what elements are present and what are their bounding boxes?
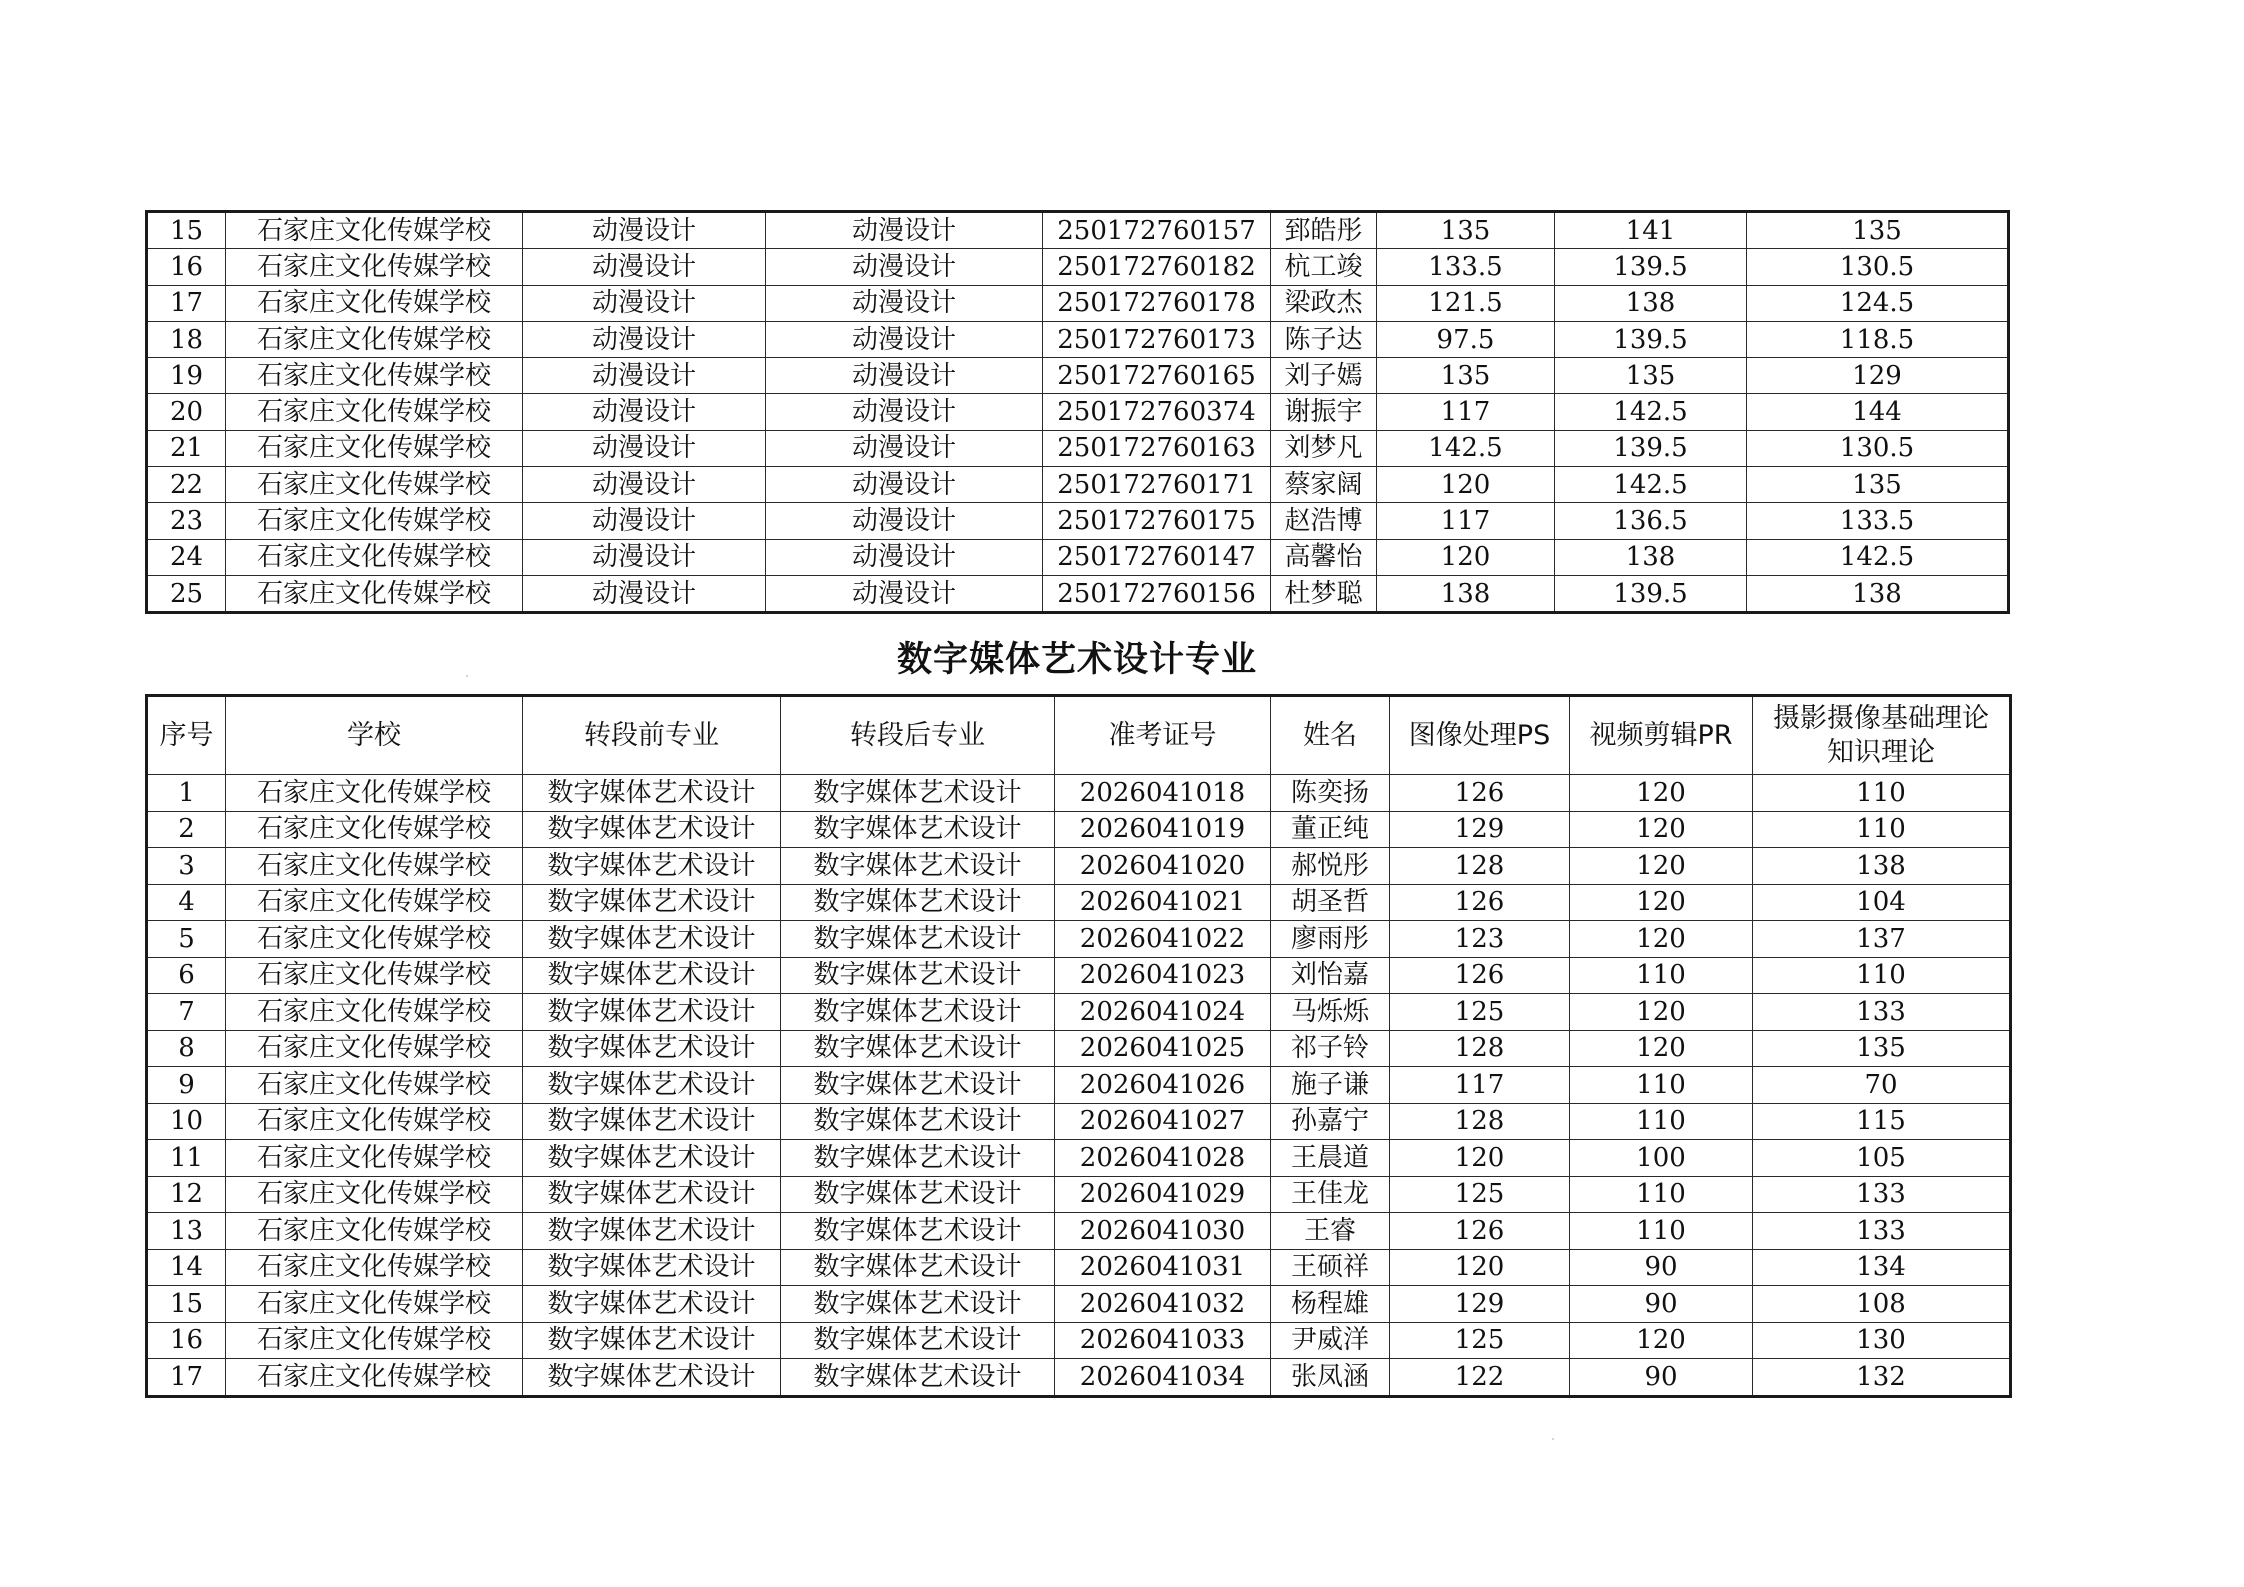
cell-exam-id: 250172760374 — [1043, 394, 1271, 430]
cell-name: 尹威洋 — [1271, 1322, 1390, 1359]
cell-score-1: 120 — [1390, 1140, 1570, 1177]
cell-score-2: 120 — [1570, 811, 1753, 848]
cell-major-before: 动漫设计 — [523, 212, 766, 249]
cell-score-2: 120 — [1570, 884, 1753, 921]
cell-name: 郅皓彤 — [1271, 212, 1377, 249]
cell-exam-id: 2026041022 — [1055, 921, 1271, 958]
table-row — [147, 811, 2011, 848]
cell-school: 石家庄文化传媒学校 — [226, 1030, 523, 1067]
cell-major-after: 动漫设计 — [766, 503, 1043, 539]
cell-score-2: 142.5 — [1555, 394, 1747, 430]
cell-name: 廖雨彤 — [1271, 921, 1390, 958]
cell-major-after: 数字媒体艺术设计 — [781, 957, 1055, 994]
table-row — [147, 1286, 2011, 1323]
cell-no: 16 — [147, 1322, 226, 1359]
cell-school: 石家庄文化传媒学校 — [226, 212, 523, 249]
cell-score-3: 130 — [1753, 1322, 2011, 1359]
cell-name: 祁子铃 — [1271, 1030, 1390, 1067]
cell-score-1: 135 — [1377, 212, 1555, 249]
cell-no: 7 — [147, 994, 226, 1031]
cell-school: 石家庄文化传媒学校 — [226, 321, 523, 357]
cell-school: 石家庄文化传媒学校 — [226, 884, 523, 921]
cell-major-before: 数字媒体艺术设计 — [523, 921, 781, 958]
cell-major-before: 数字媒体艺术设计 — [523, 957, 781, 994]
cell-score-2: 90 — [1570, 1286, 1753, 1323]
cell-score-3: 135 — [1747, 467, 2009, 503]
cell-major-after: 数字媒体艺术设计 — [781, 921, 1055, 958]
cell-major-before: 数字媒体艺术设计 — [523, 1176, 781, 1213]
cell-major-before: 动漫设计 — [523, 467, 766, 503]
cell-score-2: 120 — [1570, 848, 1753, 885]
animation-design-score-table — [145, 210, 2010, 614]
table-row — [147, 1103, 2011, 1140]
cell-major-after: 动漫设计 — [766, 430, 1043, 466]
cell-major-after: 数字媒体艺术设计 — [781, 1030, 1055, 1067]
cell-name: 杜梦聪 — [1271, 575, 1377, 612]
cell-score-1: 121.5 — [1377, 285, 1555, 321]
cell-score-3: 118.5 — [1747, 321, 2009, 357]
table-row — [147, 539, 2009, 575]
cell-score-3: 142.5 — [1747, 539, 2009, 575]
cell-name: 刘梦凡 — [1271, 430, 1377, 466]
cell-exam-id: 2026041019 — [1055, 811, 1271, 848]
cell-exam-id: 250172760173 — [1043, 321, 1271, 357]
cell-score-1: 117 — [1390, 1067, 1570, 1104]
cell-major-before: 数字媒体艺术设计 — [523, 775, 781, 812]
cell-school: 石家庄文化传媒学校 — [226, 1103, 523, 1140]
table-row — [147, 1030, 2011, 1067]
cell-major-before: 数字媒体艺术设计 — [523, 1030, 781, 1067]
cell-score-2: 142.5 — [1555, 467, 1747, 503]
cell-score-3: 70 — [1753, 1067, 2011, 1104]
cell-no: 24 — [147, 539, 226, 575]
cell-name: 陈奕扬 — [1271, 775, 1390, 812]
cell-name: 王硕祥 — [1271, 1249, 1390, 1286]
cell-name: 施子谦 — [1271, 1067, 1390, 1104]
cell-name: 梁政杰 — [1271, 285, 1377, 321]
cell-score-2: 136.5 — [1555, 503, 1747, 539]
cell-no: 13 — [147, 1213, 226, 1250]
cell-exam-id: 2026041023 — [1055, 957, 1271, 994]
cell-name: 王佳龙 — [1271, 1176, 1390, 1213]
cell-score-1: 125 — [1390, 1176, 1570, 1213]
cell-major-before: 数字媒体艺术设计 — [523, 811, 781, 848]
scan-speck — [1552, 1438, 1554, 1440]
digital-media-score-table — [145, 694, 2012, 1398]
cell-school: 石家庄文化传媒学校 — [226, 539, 523, 575]
cell-exam-id: 2026041020 — [1055, 848, 1271, 885]
cell-no: 4 — [147, 884, 226, 921]
header-major-before: 转段前专业 — [523, 696, 781, 775]
table-row — [147, 921, 2011, 958]
cell-major-before: 数字媒体艺术设计 — [523, 1213, 781, 1250]
cell-exam-id: 250172760157 — [1043, 212, 1271, 249]
cell-major-before: 数字媒体艺术设计 — [523, 884, 781, 921]
cell-name: 董正纯 — [1271, 811, 1390, 848]
cell-no: 15 — [147, 1286, 226, 1323]
cell-no: 25 — [147, 575, 226, 612]
cell-score-1: 125 — [1390, 994, 1570, 1031]
cell-school: 石家庄文化传媒学校 — [226, 1249, 523, 1286]
cell-school: 石家庄文化传媒学校 — [226, 430, 523, 466]
cell-major-after: 数字媒体艺术设计 — [781, 1213, 1055, 1250]
cell-score-3: 115 — [1753, 1103, 2011, 1140]
cell-exam-id: 2026041021 — [1055, 884, 1271, 921]
cell-score-1: 97.5 — [1377, 321, 1555, 357]
cell-school: 石家庄文化传媒学校 — [226, 1067, 523, 1104]
cell-exam-id: 2026041025 — [1055, 1030, 1271, 1067]
cell-major-after: 动漫设计 — [766, 575, 1043, 612]
cell-school: 石家庄文化传媒学校 — [226, 467, 523, 503]
cell-score-3: 135 — [1747, 212, 2009, 249]
cell-score-2: 120 — [1570, 775, 1753, 812]
cell-school: 石家庄文化传媒学校 — [226, 394, 523, 430]
cell-major-before: 动漫设计 — [523, 358, 766, 394]
cell-exam-id: 2026041030 — [1055, 1213, 1271, 1250]
cell-school: 石家庄文化传媒学校 — [226, 1286, 523, 1323]
cell-name: 郝悦彤 — [1271, 848, 1390, 885]
cell-score-1: 133.5 — [1377, 249, 1555, 285]
cell-score-3: 108 — [1753, 1286, 2011, 1323]
cell-no: 19 — [147, 358, 226, 394]
cell-score-3: 110 — [1753, 811, 2011, 848]
cell-major-before: 动漫设计 — [523, 285, 766, 321]
table-row — [147, 1067, 2011, 1104]
cell-score-2: 141 — [1555, 212, 1747, 249]
cell-score-2: 138 — [1555, 285, 1747, 321]
cell-no: 10 — [147, 1103, 226, 1140]
header-no: 序号 — [147, 696, 226, 775]
cell-score-3: 133 — [1753, 1213, 2011, 1250]
cell-major-before: 数字媒体艺术设计 — [523, 1140, 781, 1177]
cell-major-after: 数字媒体艺术设计 — [781, 994, 1055, 1031]
table-row — [147, 1249, 2011, 1286]
cell-major-before: 数字媒体艺术设计 — [523, 848, 781, 885]
cell-score-3: 132 — [1753, 1359, 2011, 1397]
cell-score-2: 138 — [1555, 539, 1747, 575]
table-row — [147, 1359, 2011, 1397]
table-row — [147, 285, 2009, 321]
table-row — [147, 575, 2009, 612]
cell-score-1: 125 — [1390, 1322, 1570, 1359]
cell-major-before: 数字媒体艺术设计 — [523, 1359, 781, 1397]
section-title: 数字媒体艺术设计专业 — [896, 640, 1257, 680]
cell-score-2: 139.5 — [1555, 321, 1747, 357]
cell-score-3: 124.5 — [1747, 285, 2009, 321]
cell-score-3: 130.5 — [1747, 430, 2009, 466]
table-row — [147, 848, 2011, 885]
cell-school: 石家庄文化传媒学校 — [226, 1322, 523, 1359]
cell-exam-id: 2026041032 — [1055, 1286, 1271, 1323]
table-body — [147, 775, 2011, 1397]
cell-major-after: 动漫设计 — [766, 212, 1043, 249]
cell-score-1: 126 — [1390, 884, 1570, 921]
cell-score-2: 120 — [1570, 994, 1753, 1031]
cell-school: 石家庄文化传媒学校 — [226, 575, 523, 612]
cell-major-before: 动漫设计 — [523, 539, 766, 575]
cell-exam-id: 2026041026 — [1055, 1067, 1271, 1104]
cell-no: 9 — [147, 1067, 226, 1104]
cell-score-1: 128 — [1390, 848, 1570, 885]
cell-exam-id: 2026041028 — [1055, 1140, 1271, 1177]
cell-score-2: 100 — [1570, 1140, 1753, 1177]
table-row — [147, 884, 2011, 921]
cell-school: 石家庄文化传媒学校 — [226, 285, 523, 321]
cell-no: 1 — [147, 775, 226, 812]
cell-score-2: 90 — [1570, 1359, 1753, 1397]
cell-school: 石家庄文化传媒学校 — [226, 1140, 523, 1177]
cell-score-3: 134 — [1753, 1249, 2011, 1286]
cell-score-1: 122 — [1390, 1359, 1570, 1397]
cell-exam-id: 2026041031 — [1055, 1249, 1271, 1286]
cell-school: 石家庄文化传媒学校 — [226, 1359, 523, 1397]
cell-major-after: 动漫设计 — [766, 321, 1043, 357]
cell-no: 6 — [147, 957, 226, 994]
cell-exam-id: 250172760182 — [1043, 249, 1271, 285]
cell-major-before: 动漫设计 — [523, 249, 766, 285]
scan-speck — [466, 675, 468, 677]
cell-school: 石家庄文化传媒学校 — [226, 848, 523, 885]
cell-score-3: 135 — [1753, 1030, 2011, 1067]
cell-exam-id: 250172760163 — [1043, 430, 1271, 466]
table-row — [147, 321, 2009, 357]
cell-exam-id: 250172760175 — [1043, 503, 1271, 539]
cell-score-1: 117 — [1377, 394, 1555, 430]
cell-major-after: 数字媒体艺术设计 — [781, 884, 1055, 921]
table-row — [147, 503, 2009, 539]
cell-exam-id: 2026041029 — [1055, 1176, 1271, 1213]
cell-score-3: 138 — [1747, 575, 2009, 612]
cell-name: 张凤涵 — [1271, 1359, 1390, 1397]
header-score-ps: 图像处理PS — [1390, 696, 1570, 775]
table-row — [147, 1176, 2011, 1213]
cell-score-1: 129 — [1390, 811, 1570, 848]
cell-no: 17 — [147, 1359, 226, 1397]
cell-name: 胡圣哲 — [1271, 884, 1390, 921]
table-row — [147, 775, 2011, 812]
cell-exam-id: 250172760178 — [1043, 285, 1271, 321]
cell-score-3: 133.5 — [1747, 503, 2009, 539]
cell-score-2: 139.5 — [1555, 430, 1747, 466]
table-row — [147, 212, 2009, 249]
cell-score-3: 129 — [1747, 358, 2009, 394]
table-row — [147, 1322, 2011, 1359]
cell-score-3: 133 — [1753, 994, 2011, 1031]
cell-name: 王睿 — [1271, 1213, 1390, 1250]
cell-score-3: 133 — [1753, 1176, 2011, 1213]
header-major-after: 转段后专业 — [781, 696, 1055, 775]
cell-major-after: 数字媒体艺术设计 — [781, 1103, 1055, 1140]
cell-score-2: 120 — [1570, 1030, 1753, 1067]
header-school: 学校 — [226, 696, 523, 775]
cell-name: 赵浩博 — [1271, 503, 1377, 539]
cell-score-2: 90 — [1570, 1249, 1753, 1286]
header-score-theory-line1: 摄影摄像基础理论 — [1773, 702, 1989, 734]
cell-no: 11 — [147, 1140, 226, 1177]
cell-school: 石家庄文化传媒学校 — [226, 1176, 523, 1213]
cell-no: 5 — [147, 921, 226, 958]
cell-major-after: 动漫设计 — [766, 467, 1043, 503]
header-score-pr: 视频剪辑PR — [1570, 696, 1753, 775]
cell-major-before: 数字媒体艺术设计 — [523, 1249, 781, 1286]
cell-no: 21 — [147, 430, 226, 466]
cell-school: 石家庄文化传媒学校 — [226, 921, 523, 958]
cell-school: 石家庄文化传媒学校 — [226, 503, 523, 539]
cell-major-after: 动漫设计 — [766, 539, 1043, 575]
cell-school: 石家庄文化传媒学校 — [226, 775, 523, 812]
cell-score-2: 110 — [1570, 1067, 1753, 1104]
cell-score-1: 120 — [1377, 539, 1555, 575]
cell-score-2: 110 — [1570, 1103, 1753, 1140]
cell-major-after: 数字媒体艺术设计 — [781, 1286, 1055, 1323]
cell-score-1: 142.5 — [1377, 430, 1555, 466]
cell-no: 14 — [147, 1249, 226, 1286]
table-body — [147, 212, 2009, 613]
cell-major-before: 动漫设计 — [523, 575, 766, 612]
cell-no: 20 — [147, 394, 226, 430]
table-row — [147, 957, 2011, 994]
cell-school: 石家庄文化传媒学校 — [226, 811, 523, 848]
table-row — [147, 249, 2009, 285]
cell-exam-id: 250172760147 — [1043, 539, 1271, 575]
cell-score-2: 120 — [1570, 921, 1753, 958]
cell-exam-id: 2026041018 — [1055, 775, 1271, 812]
cell-name: 高馨怡 — [1271, 539, 1377, 575]
cell-score-2: 120 — [1570, 1322, 1753, 1359]
cell-name: 王晨道 — [1271, 1140, 1390, 1177]
cell-score-1: 126 — [1390, 957, 1570, 994]
header-row — [147, 696, 2011, 775]
cell-major-after: 数字媒体艺术设计 — [781, 775, 1055, 812]
cell-no: 3 — [147, 848, 226, 885]
table-row — [147, 467, 2009, 503]
cell-major-after: 动漫设计 — [766, 285, 1043, 321]
cell-exam-id: 2026041033 — [1055, 1322, 1271, 1359]
cell-school: 石家庄文化传媒学校 — [226, 1213, 523, 1250]
cell-major-after: 数字媒体艺术设计 — [781, 1067, 1055, 1104]
cell-no: 15 — [147, 212, 226, 249]
cell-score-1: 129 — [1390, 1286, 1570, 1323]
cell-no: 8 — [147, 1030, 226, 1067]
cell-name: 马烁烁 — [1271, 994, 1390, 1031]
cell-major-after: 动漫设计 — [766, 358, 1043, 394]
table-row — [147, 394, 2009, 430]
cell-major-before: 数字媒体艺术设计 — [523, 1286, 781, 1323]
cell-name: 杨程雄 — [1271, 1286, 1390, 1323]
cell-major-after: 数字媒体艺术设计 — [781, 848, 1055, 885]
cell-major-after: 数字媒体艺术设计 — [781, 1140, 1055, 1177]
cell-score-1: 128 — [1390, 1103, 1570, 1140]
cell-major-after: 动漫设计 — [766, 394, 1043, 430]
cell-score-3: 144 — [1747, 394, 2009, 430]
cell-score-3: 110 — [1753, 775, 2011, 812]
cell-major-before: 数字媒体艺术设计 — [523, 1067, 781, 1104]
cell-name: 杭工竣 — [1271, 249, 1377, 285]
cell-major-after: 动漫设计 — [766, 249, 1043, 285]
cell-score-3: 137 — [1753, 921, 2011, 958]
cell-name: 蔡家阔 — [1271, 467, 1377, 503]
cell-score-1: 126 — [1390, 1213, 1570, 1250]
cell-major-after: 数字媒体艺术设计 — [781, 1249, 1055, 1286]
cell-exam-id: 2026041024 — [1055, 994, 1271, 1031]
cell-major-before: 数字媒体艺术设计 — [523, 1322, 781, 1359]
cell-no: 2 — [147, 811, 226, 848]
cell-no: 23 — [147, 503, 226, 539]
cell-school: 石家庄文化传媒学校 — [226, 994, 523, 1031]
header-score-theory-line2: 知识理论 — [1827, 736, 1935, 768]
cell-school: 石家庄文化传媒学校 — [226, 957, 523, 994]
cell-exam-id: 250172760156 — [1043, 575, 1271, 612]
cell-score-1: 126 — [1390, 775, 1570, 812]
cell-major-before: 动漫设计 — [523, 394, 766, 430]
cell-school: 石家庄文化传媒学校 — [226, 249, 523, 285]
cell-score-2: 110 — [1570, 957, 1753, 994]
cell-score-2: 110 — [1570, 1213, 1753, 1250]
cell-school: 石家庄文化传媒学校 — [226, 358, 523, 394]
cell-score-3: 110 — [1753, 957, 2011, 994]
cell-no: 16 — [147, 249, 226, 285]
cell-no: 17 — [147, 285, 226, 321]
cell-score-1: 117 — [1377, 503, 1555, 539]
cell-major-after: 数字媒体艺术设计 — [781, 811, 1055, 848]
cell-score-2: 139.5 — [1555, 249, 1747, 285]
cell-score-1: 135 — [1377, 358, 1555, 394]
cell-major-before: 动漫设计 — [523, 503, 766, 539]
cell-exam-id: 250172760165 — [1043, 358, 1271, 394]
cell-score-3: 105 — [1753, 1140, 2011, 1177]
cell-major-after: 数字媒体艺术设计 — [781, 1359, 1055, 1397]
table-row — [147, 994, 2011, 1031]
table-row — [147, 358, 2009, 394]
cell-name: 谢振宇 — [1271, 394, 1377, 430]
cell-score-2: 139.5 — [1555, 575, 1747, 612]
table-row — [147, 1213, 2011, 1250]
cell-major-before: 数字媒体艺术设计 — [523, 1103, 781, 1140]
cell-major-before: 动漫设计 — [523, 321, 766, 357]
cell-score-3: 130.5 — [1747, 249, 2009, 285]
cell-score-1: 123 — [1390, 921, 1570, 958]
cell-score-1: 128 — [1390, 1030, 1570, 1067]
cell-name: 陈子达 — [1271, 321, 1377, 357]
table-row — [147, 1140, 2011, 1177]
header-score-theory — [1753, 696, 2011, 775]
cell-exam-id: 2026041034 — [1055, 1359, 1271, 1397]
cell-score-3: 104 — [1753, 884, 2011, 921]
cell-score-1: 120 — [1377, 467, 1555, 503]
cell-name: 刘子嫣 — [1271, 358, 1377, 394]
cell-exam-id: 250172760171 — [1043, 467, 1271, 503]
header-name: 姓名 — [1271, 696, 1390, 775]
cell-exam-id: 2026041027 — [1055, 1103, 1271, 1140]
cell-name: 孙嘉宁 — [1271, 1103, 1390, 1140]
cell-major-after: 数字媒体艺术设计 — [781, 1322, 1055, 1359]
cell-name: 刘怡嘉 — [1271, 957, 1390, 994]
cell-score-1: 120 — [1390, 1249, 1570, 1286]
cell-score-3: 138 — [1753, 848, 2011, 885]
cell-score-1: 138 — [1377, 575, 1555, 612]
cell-major-after: 数字媒体艺术设计 — [781, 1176, 1055, 1213]
header-exam-id: 准考证号 — [1055, 696, 1271, 775]
table-row — [147, 430, 2009, 466]
cell-no: 12 — [147, 1176, 226, 1213]
cell-no: 18 — [147, 321, 226, 357]
cell-score-2: 135 — [1555, 358, 1747, 394]
cell-major-before: 数字媒体艺术设计 — [523, 994, 781, 1031]
cell-score-2: 110 — [1570, 1176, 1753, 1213]
cell-major-before: 动漫设计 — [523, 430, 766, 466]
cell-no: 22 — [147, 467, 226, 503]
